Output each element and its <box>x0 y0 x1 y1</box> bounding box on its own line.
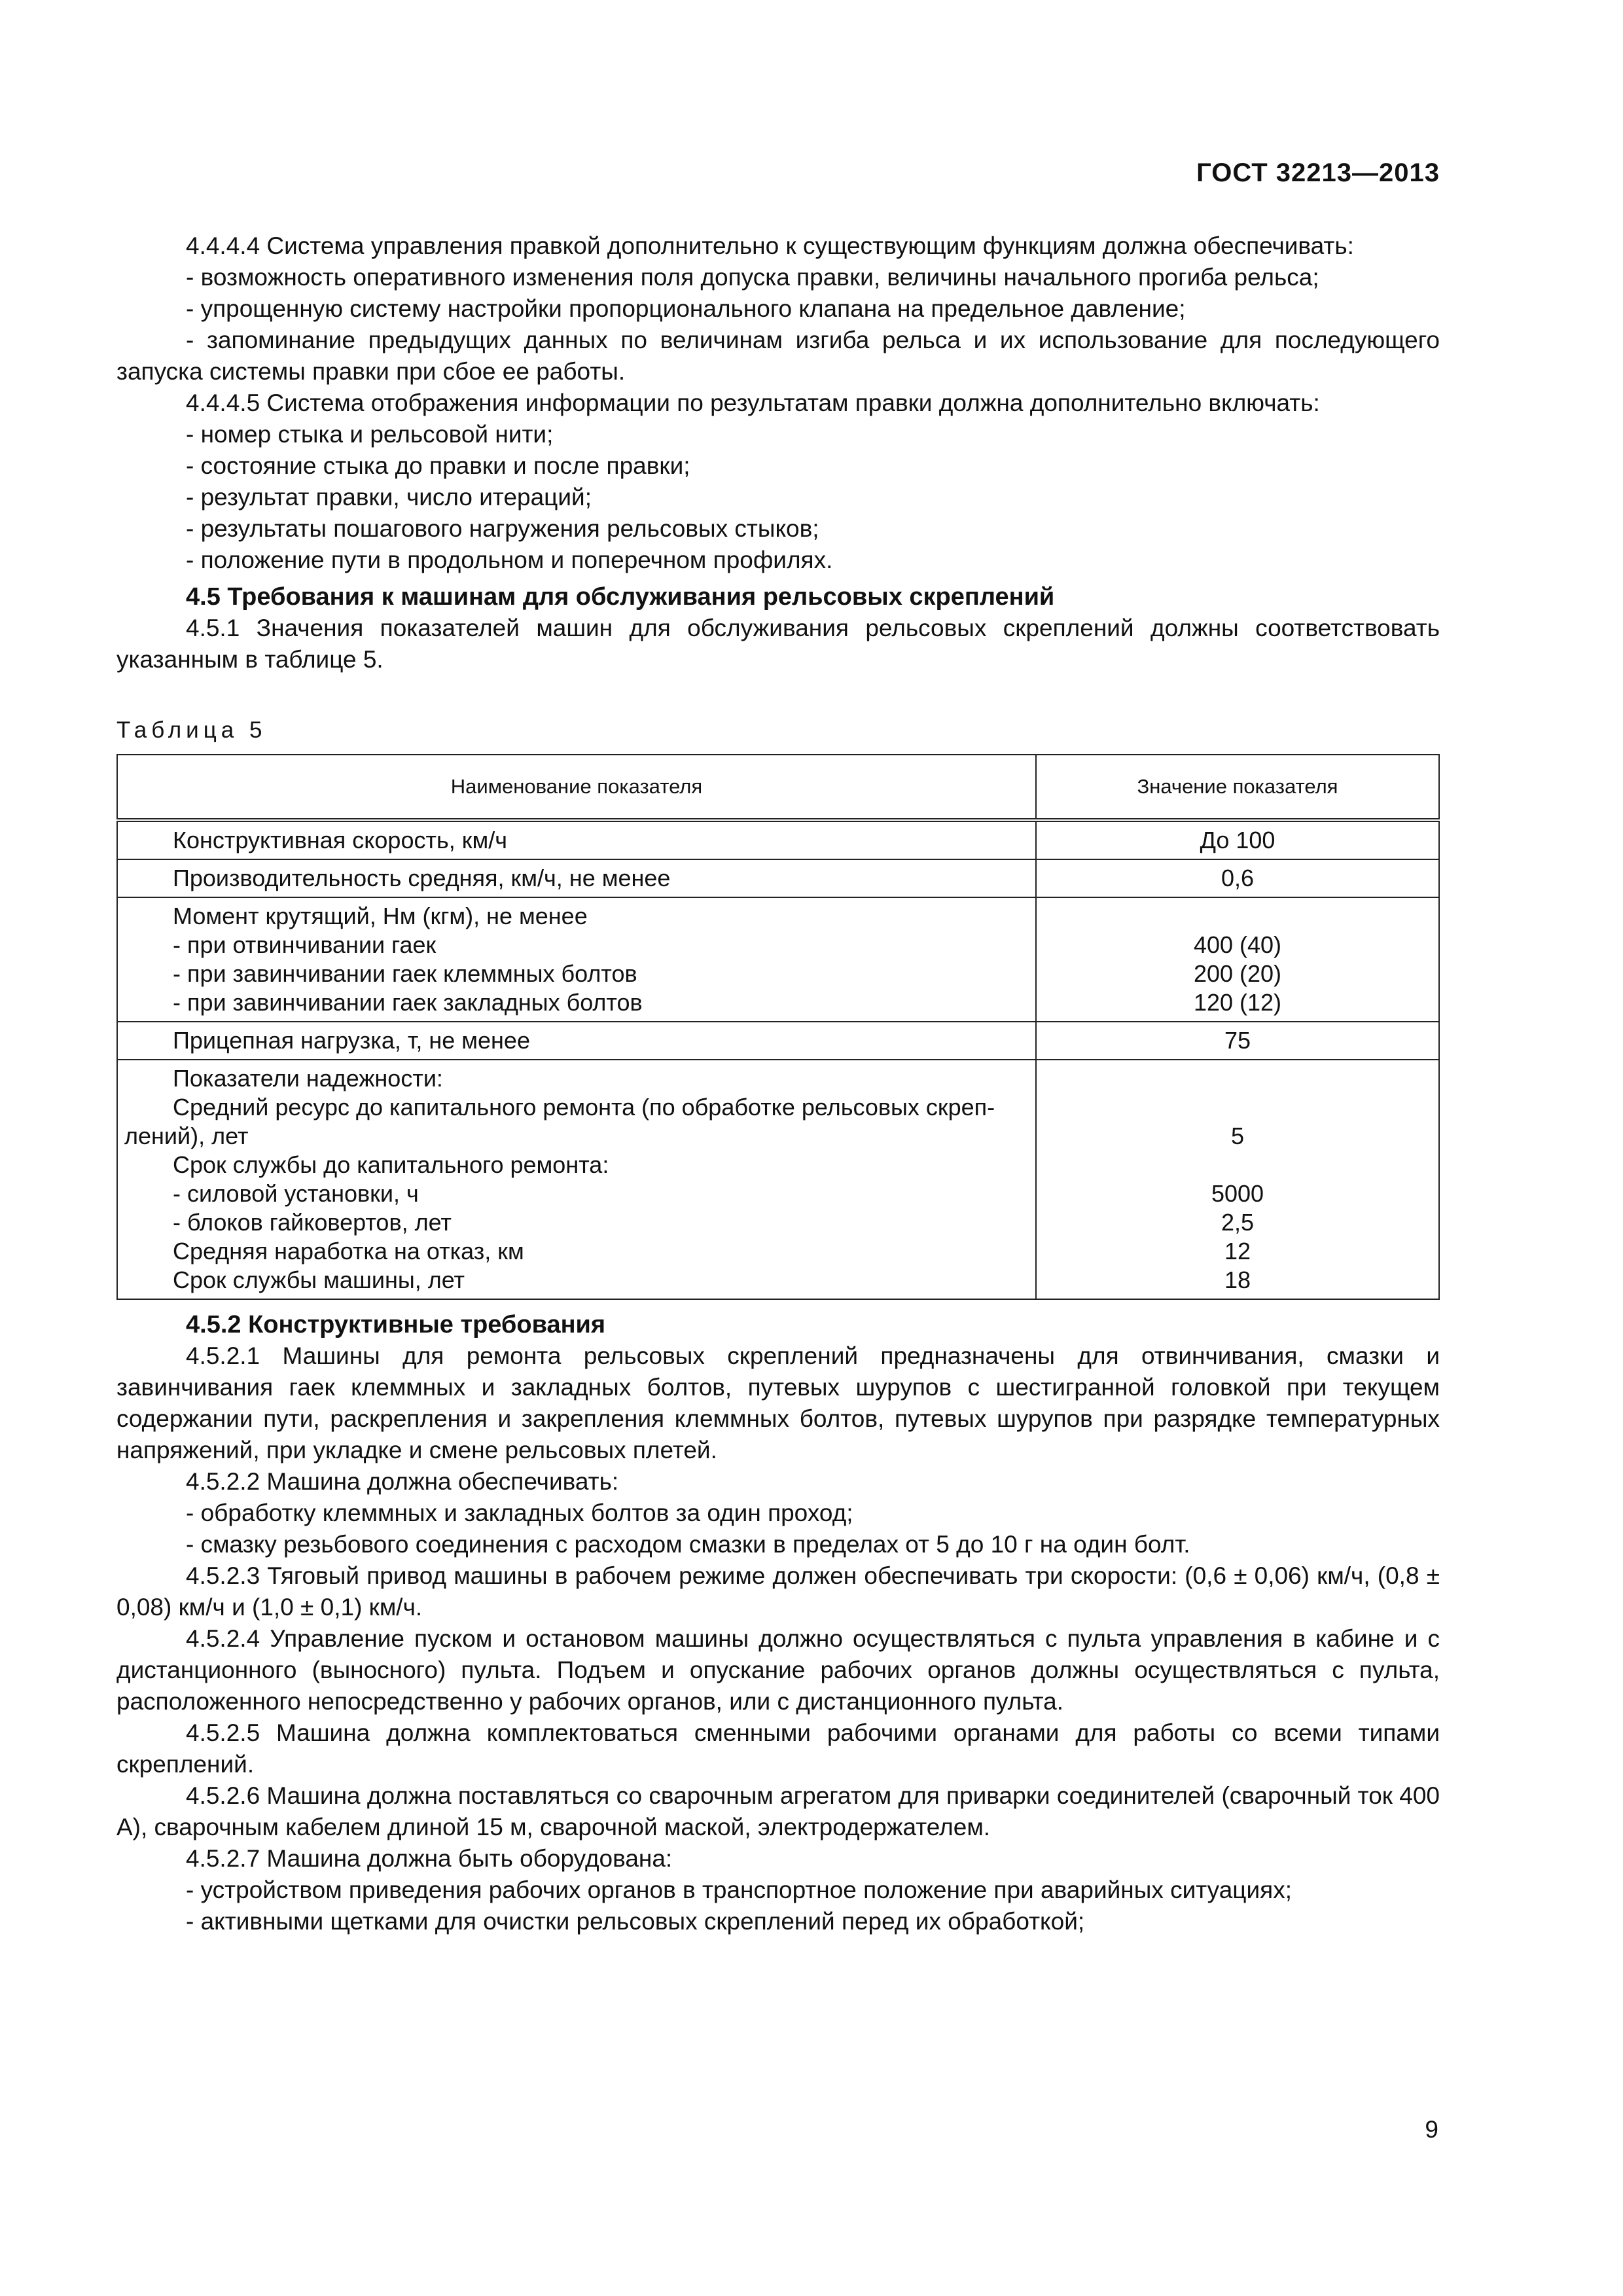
section-heading-4-5: 4.5 Требования к машинам для обслуживания рельсовых скреплений <box>186 583 1055 611</box>
list-item: - упрощенную систему настройки пропорционального клапана на предельное давление; <box>186 295 1186 322</box>
table-caption: Таблица 5 <box>116 717 267 743</box>
column-header-value: Значение показателя <box>1036 755 1439 820</box>
row-name: Показатели надежности: <box>173 1065 443 1092</box>
row-subitem: - при завинчивании гаек клеммных болтов <box>173 960 637 987</box>
row-value: 2,5 <box>1221 1209 1255 1236</box>
row-value: До 100 <box>1036 820 1439 859</box>
paragraph-4-5-2-7: 4.5.2.7 Машина должна быть оборудована: <box>186 1845 673 1872</box>
list-item: - возможность оперативного изменения поля допуска правки, величины начального прогиба рельса; <box>186 264 1319 291</box>
row-subitem: Средняя наработка на отказ, км <box>173 1238 524 1265</box>
table-row <box>117 820 1439 859</box>
list-item: - результаты пошагового нагружения рельсовых стыков; <box>186 515 819 542</box>
list-item: - номер стыка и рельсовой нити; <box>186 421 554 448</box>
paragraph-4-5-2-6: 4.5.2.6 Машина должна поставляться со сварочным агрегатом для приварки соединителей (сварочный ток 400 А), сварочным кабелем длиной 15 м, сварочной маской, электродержателем. <box>116 1782 1440 1840</box>
paragraph-4-5-1: 4.5.1 Значения показателей машин для обслуживания рельсовых скреплений должны соответствовать указанным в таблице 5. <box>116 615 1440 673</box>
row-name-group <box>117 1060 1036 1299</box>
paragraph-4-5-2-3: 4.5.2.3 Тяговый привод машины в рабочем режиме должен обеспечивать три скорости: (0,6 ± 0,06) км/ч, (0,8 ± 0,08) км/ч и (1,0 ± 0,1) км/ч. <box>116 1562 1440 1621</box>
section-heading-4-5-2: 4.5.2 Конструктивные требования <box>186 1311 606 1338</box>
list-item: - состояние стыка до правки и после правки; <box>186 452 690 479</box>
row-value-group <box>1036 1060 1439 1299</box>
row-subitem: Средний ресурс до капитального ремонта (по обработке рельсовых скреп- <box>173 1094 995 1121</box>
page-content <box>116 230 1440 1937</box>
paragraph-4-5-2-1: 4.5.2.1 Машины для ремонта рельсовых скреплений предназначены для отвинчивания, смазки и завинчивания гаек клеммных и закладных болтов, путевых шурупов с шестигранной головкой при текущем содержании пути, раскрепления и закрепления клеммных болтов, путевых шурупов при разрядке температурных напряжений, при укладке и смене рельсовых плетей. <box>116 1342 1440 1463</box>
row-value: 12 <box>1224 1238 1251 1265</box>
indicators-table <box>116 754 1440 1300</box>
row-subitem: - блоков гайковертов, лет <box>173 1209 452 1236</box>
row-name-group <box>117 897 1036 1022</box>
row-subitem: Срок службы машины, лет <box>173 1266 465 1293</box>
list-item: - активными щетками для очистки рельсовых скреплений перед их обработкой; <box>186 1908 1085 1935</box>
list-item: - запоминание предыдущих данных по величинам изгиба рельса и их использование для последующего запуска системы правки при сбое ее работы. <box>116 327 1440 385</box>
paragraph-4-5-2-4: 4.5.2.4 Управление пуском и остановом машины должно осуществляться с пульта управления в кабине и с дистанционного (выносного) пульта. Подъем и опускание рабочих органов должны осуществляться с пульта, расположенного непосредственно у рабочих органов, или с дистанционного пульта. <box>116 1625 1440 1715</box>
row-subitem: - при завинчивании гаек закладных болтов <box>173 989 643 1016</box>
row-subitem: - при отвинчивании гаек <box>173 931 437 958</box>
list-item: - результат правки, число итераций; <box>186 484 592 511</box>
row-value: 400 (40) <box>1193 931 1282 958</box>
paragraph-4-5-2-5: 4.5.2.5 Машина должна комплектоваться сменными рабочими органами для работы со всеми типами скреплений. <box>116 1719 1440 1778</box>
row-subitem: лений), лет <box>124 1122 249 1149</box>
list-item: - устройством приведения рабочих органов в транспортное положение при аварийных ситуациях; <box>186 1876 1292 1903</box>
row-value: 200 (20) <box>1193 960 1282 987</box>
row-name: Прицепная нагрузка, т, не менее <box>117 1022 1036 1060</box>
column-header-name: Наименование показателя <box>117 755 1036 820</box>
row-subitem: - силовой установки, ч <box>173 1180 419 1207</box>
document-code: ГОСТ 32213—2013 <box>1196 158 1440 187</box>
row-value: 0,6 <box>1036 859 1439 897</box>
page-number: 9 <box>1425 2116 1438 2143</box>
list-item: - обработку клеммных и закладных болтов за один проход; <box>186 1499 853 1526</box>
table-row <box>117 1060 1439 1299</box>
row-value-group <box>1036 897 1439 1022</box>
row-value: 75 <box>1036 1022 1439 1060</box>
row-name: Момент крутящий, Нм (кгм), не менее <box>173 903 588 929</box>
paragraph-4-5-2-2: 4.5.2.2 Машина должна обеспечивать: <box>186 1468 619 1495</box>
paragraph-4-4-4-4: 4.4.4.4 Система управления правкой дополнительно к существующим функциям должна обеспечивать: <box>186 232 1354 259</box>
table-header-row <box>117 755 1439 820</box>
row-value: 5000 <box>1211 1180 1264 1207</box>
list-item: - положение пути в продольном и поперечном профилях. <box>186 547 833 573</box>
row-name: Производительность средняя, км/ч, не менее <box>117 859 1036 897</box>
table-row <box>117 859 1439 897</box>
row-name: Конструктивная скорость, км/ч <box>117 820 1036 859</box>
list-item: - смазку резьбового соединения с расходом смазки в пределах от 5 до 10 г на один болт. <box>186 1531 1190 1558</box>
table-row <box>117 1022 1439 1060</box>
row-value: 120 (12) <box>1193 989 1282 1016</box>
table-row <box>117 897 1439 1022</box>
row-value: 5 <box>1230 1122 1245 1149</box>
row-subitem: Срок службы до капитального ремонта: <box>173 1151 609 1178</box>
row-value: 18 <box>1224 1266 1251 1293</box>
paragraph-4-4-4-5: 4.4.4.5 Система отображения информации по результатам правки должна дополнительно включать: <box>186 389 1320 416</box>
